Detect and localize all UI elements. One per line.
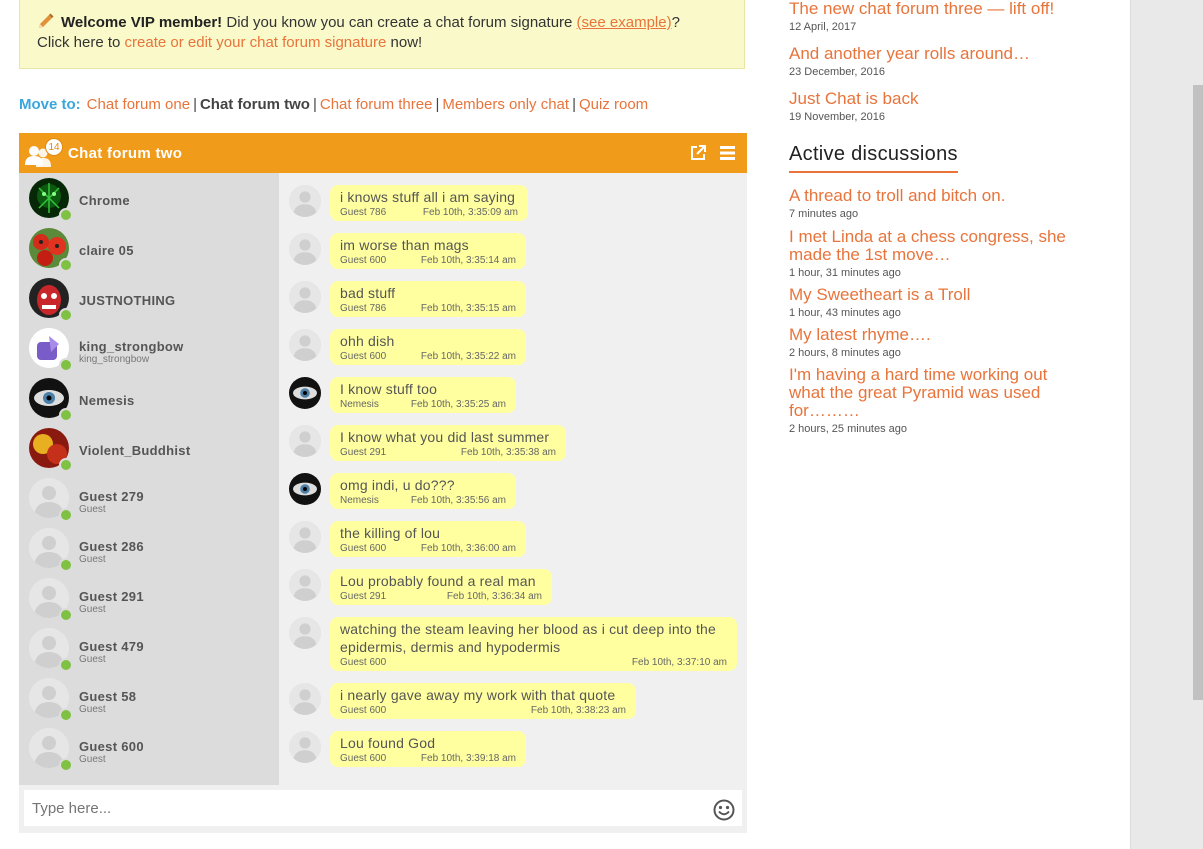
message-text: i nearly gave away my work with that quote (340, 687, 616, 703)
user-list-item[interactable] (19, 223, 279, 273)
discussion-item (789, 286, 1069, 319)
user-name: king_strongbow (79, 339, 184, 354)
menu-icon[interactable] (720, 146, 735, 160)
discussion-link[interactable]: A thread to troll and bitch on. (789, 186, 1006, 205)
popout-icon[interactable] (689, 144, 707, 162)
message-list (279, 173, 747, 785)
user-subtitle: Guest (79, 654, 106, 665)
message-timestamp: Feb 10th, 3:35:56 am (410, 495, 506, 506)
user-name: Nemesis (79, 393, 135, 408)
discussion-link[interactable]: I met Linda at a chess congress, she made the 1st move… (789, 227, 1066, 264)
message-timestamp: Feb 10th, 3:37:10 am (631, 657, 727, 668)
discussion-time: 7 minutes ago (789, 208, 859, 220)
message-bubble (330, 377, 516, 413)
message-author[interactable]: Guest 600 (340, 255, 387, 266)
message-author[interactable]: Guest 291 (340, 447, 387, 458)
user-list-item[interactable] (19, 273, 279, 323)
message-timestamp: Feb 10th, 3:35:09 am (422, 207, 518, 218)
user-name: claire 05 (79, 243, 134, 258)
message-text: I know what you did last summer (340, 429, 550, 445)
message-bubble (330, 683, 636, 719)
message-bubble (330, 281, 526, 317)
room-separator: | (312, 96, 317, 113)
discussion-link[interactable]: My latest rhyme…. (789, 325, 931, 344)
edit-signature-link[interactable]: create or edit your chat forum signature (124, 34, 387, 51)
chat-input-bar (19, 785, 747, 833)
user-name: Guest 286 (79, 539, 144, 554)
message-author[interactable]: Guest 291 (340, 591, 387, 602)
message-text: ohh dish (340, 333, 395, 349)
message-author[interactable]: Guest 600 (340, 351, 387, 362)
avatar[interactable] (289, 683, 321, 715)
room-separator: | (435, 96, 440, 113)
discussion-time: 1 hour, 31 minutes ago (789, 267, 901, 279)
message-timestamp: Feb 10th, 3:36:34 am (446, 591, 542, 602)
move-to-label: Move to: (19, 96, 81, 113)
user-list-item[interactable] (19, 673, 279, 723)
user-list-item[interactable] (19, 473, 279, 523)
active-discussions-heading: Active discussions (789, 143, 958, 173)
user-subtitle: Guest (79, 504, 106, 515)
message-text: watching the steam leaving her blood as i cut deep into the epidermis, dermis and hypodermis (340, 621, 717, 655)
user-list (19, 173, 279, 785)
avatar[interactable] (289, 425, 321, 457)
room-link-4[interactable]: Members only chat (442, 96, 570, 113)
avatar[interactable] (289, 521, 321, 553)
news-item (789, 0, 1089, 33)
online-status-dot (59, 558, 73, 572)
user-subtitle: Guest (79, 554, 106, 565)
message-bubble (330, 617, 737, 671)
discussion-time: 2 hours, 25 minutes ago (789, 423, 908, 435)
news-link[interactable]: Just Chat is back (789, 89, 919, 108)
user-name: JUSTNOTHING (79, 293, 176, 308)
user-name: Guest 291 (79, 589, 144, 604)
discussion-link[interactable]: I'm having a hard time working out what the great Pyramid was used for……… (789, 365, 1048, 420)
news-date: 23 December, 2016 (789, 66, 886, 78)
user-name: Guest 600 (79, 739, 144, 754)
message-bubble (330, 473, 516, 509)
message-author[interactable]: Guest 786 (340, 303, 387, 314)
discussion-item (789, 187, 1069, 220)
notice-line2-end: now! (386, 34, 423, 51)
news-link[interactable]: The new chat forum three — lift off! (789, 0, 1055, 18)
online-status-dot (59, 308, 73, 322)
message-author[interactable]: Nemesis (340, 495, 379, 506)
discussion-item (789, 228, 1069, 279)
online-status-dot (59, 208, 73, 222)
avatar[interactable] (289, 281, 321, 313)
message-bubble (330, 425, 566, 461)
message-timestamp: Feb 10th, 3:35:15 am (420, 303, 516, 314)
online-status-dot (59, 258, 73, 272)
chat-header (19, 133, 747, 173)
message-text: im worse than mags (340, 237, 469, 253)
chat-title: Chat forum two (68, 145, 183, 162)
avatar[interactable] (289, 617, 321, 649)
discussion-item (789, 326, 1069, 359)
message-text: Lou probably found a real man (340, 573, 536, 589)
message-bubble (330, 185, 528, 221)
notice-bold: Welcome VIP member! (61, 14, 223, 31)
user-list-item[interactable] (19, 323, 279, 373)
online-status-dot (59, 408, 73, 422)
user-list-item[interactable] (19, 723, 279, 773)
message-timestamp: Feb 10th, 3:38:23 am (530, 705, 626, 716)
pencil-icon (37, 12, 55, 30)
avatar[interactable] (289, 233, 321, 265)
user-subtitle: Guest (79, 704, 106, 715)
message-author[interactable]: Guest 600 (340, 753, 387, 764)
online-status-dot (59, 508, 73, 522)
user-name: Guest 58 (79, 689, 137, 704)
discussion-time: 2 hours, 8 minutes ago (789, 347, 901, 359)
notice-line2: Click here to (37, 34, 125, 51)
online-status-dot (59, 708, 73, 722)
chat-box (19, 133, 747, 833)
news-item (789, 45, 1089, 78)
avatar[interactable] (289, 377, 321, 409)
user-name: Violent_Buddhist (79, 443, 191, 458)
avatar[interactable] (289, 329, 321, 361)
room-link-3[interactable]: Chat forum three (319, 96, 433, 113)
notice-text-end: ? (671, 14, 680, 31)
news-item (789, 90, 1089, 123)
discussion-link[interactable]: My Sweetheart is a Troll (789, 285, 971, 304)
room-separator: | (572, 96, 576, 113)
news-date: 19 November, 2016 (789, 111, 886, 123)
online-status-dot (59, 758, 73, 772)
message-bubble (330, 569, 552, 605)
message-bubble (330, 329, 526, 365)
message-bubble (330, 521, 526, 557)
user-name: Chrome (79, 193, 130, 208)
message-author[interactable]: Nemesis (340, 399, 379, 410)
user-name: Guest 479 (79, 639, 144, 654)
see-example-link[interactable]: (see example) (576, 14, 672, 31)
vip-notice[interactable] (19, 0, 745, 69)
user-subtitle: Guest (79, 604, 106, 615)
room-link-2: Chat forum two (199, 96, 310, 113)
message-author[interactable]: Guest 600 (340, 543, 387, 554)
chat-input[interactable] (24, 790, 742, 826)
online-status-dot (59, 658, 73, 672)
notice-text: Did you know you can create a chat forum signature (222, 14, 577, 31)
user-count-badge: 14 (45, 138, 63, 156)
user-list-item[interactable] (19, 423, 279, 473)
discussion-item (789, 366, 1069, 435)
message-bubble (330, 233, 526, 269)
message-timestamp: Feb 10th, 3:35:38 am (460, 447, 556, 458)
message-timestamp: Feb 10th, 3:35:22 am (420, 351, 516, 362)
avatar[interactable] (289, 185, 321, 217)
message-text: omg indi, u do??? (340, 477, 455, 493)
room-link-5[interactable]: Quiz room (578, 96, 649, 113)
message-text: bad stuff (340, 285, 396, 301)
user-list-item[interactable] (19, 523, 279, 573)
user-subtitle: Guest (79, 754, 106, 765)
message-text: I know stuff too (340, 381, 438, 397)
room-separator: | (193, 96, 197, 113)
news-link[interactable]: And another year rolls around… (789, 44, 1030, 63)
message-bubble (330, 731, 526, 767)
message-text: i knows stuff all i am saying (340, 189, 516, 205)
avatar[interactable] (289, 731, 321, 763)
scrollbar-thumb[interactable] (1193, 85, 1203, 700)
avatar[interactable] (289, 569, 321, 601)
message-author[interactable]: Guest 600 (340, 657, 387, 668)
message-text: Lou found God (340, 735, 436, 751)
message-text: the killing of lou (340, 525, 441, 541)
user-list-item[interactable] (19, 373, 279, 423)
move-to-nav (19, 96, 648, 113)
user-list-item[interactable] (19, 573, 279, 623)
message-author[interactable]: Guest 786 (340, 207, 387, 218)
online-status-dot (59, 608, 73, 622)
message-timestamp: Feb 10th, 3:39:18 am (420, 753, 516, 764)
news-date: 12 April, 2017 (789, 21, 857, 33)
online-status-dot (59, 358, 73, 372)
room-link-1[interactable]: Chat forum one (86, 96, 191, 113)
message-timestamp: Feb 10th, 3:36:00 am (420, 543, 516, 554)
message-timestamp: Feb 10th, 3:35:25 am (410, 399, 506, 410)
message-author[interactable]: Guest 600 (340, 705, 387, 716)
user-list-item[interactable] (19, 173, 279, 223)
online-status-dot (59, 458, 73, 472)
user-name: Guest 279 (79, 489, 144, 504)
avatar[interactable] (289, 473, 321, 505)
discussion-time: 1 hour, 43 minutes ago (789, 307, 901, 319)
user-list-item[interactable] (19, 623, 279, 673)
message-timestamp: Feb 10th, 3:35:14 am (420, 255, 516, 266)
emoji-icon[interactable] (713, 799, 735, 821)
user-subtitle: king_strongbow (79, 354, 150, 365)
